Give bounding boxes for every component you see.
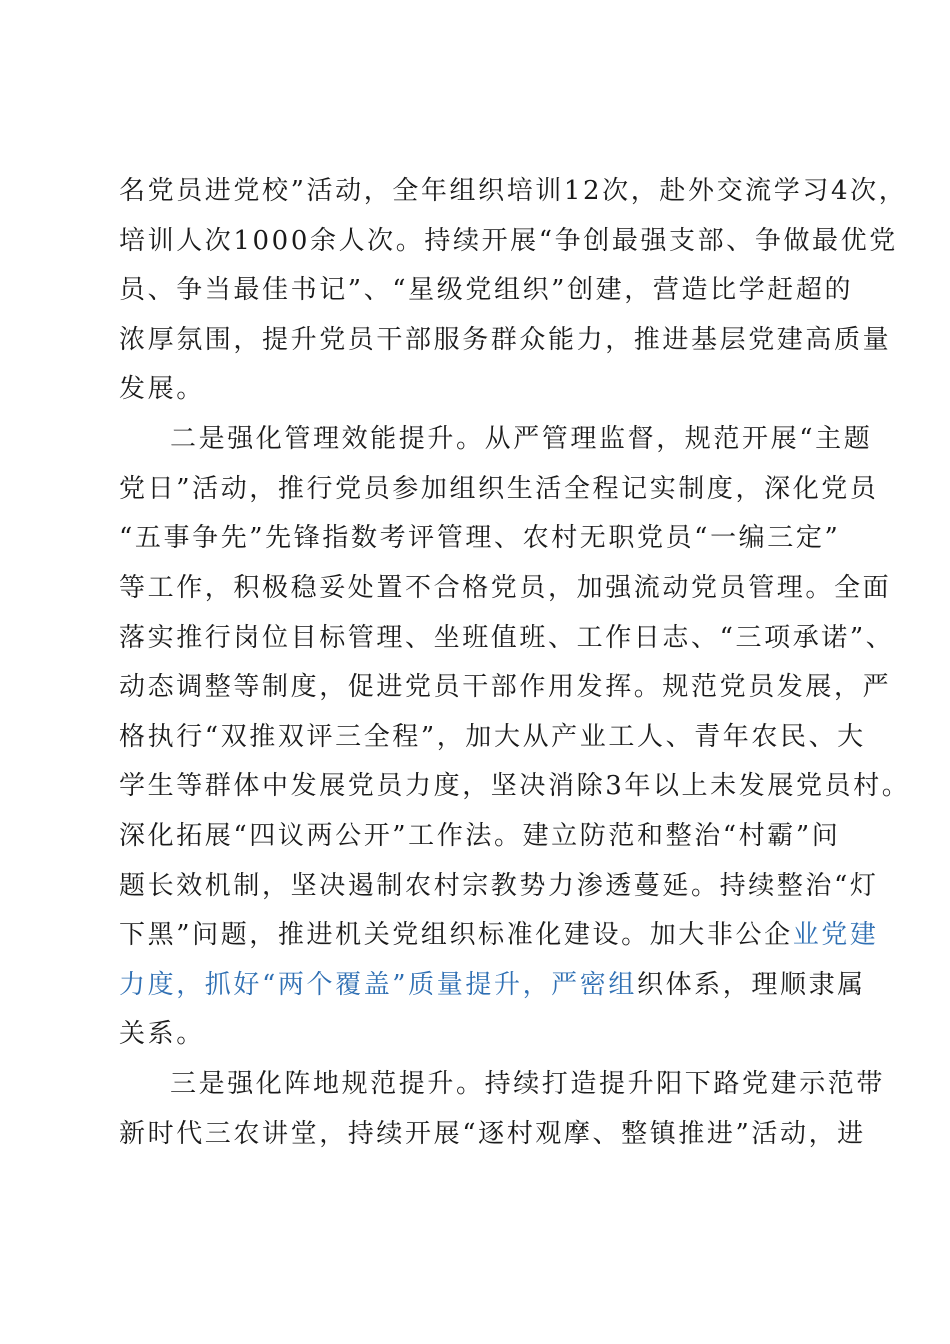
text-line-14: 深化拓展“四议两公开”工作法。建立防范和整治“村霸”问 — [119, 821, 841, 851]
text-line-4: 浓厚氛围，提升党员干部服务群众能力，推进基层党建高质量 — [119, 325, 892, 355]
text-line-2: 培训人次1000余人次。持续开展“争创最强支部、争做最优党 — [119, 226, 898, 256]
text-line-15: 题长效机制，坚决遏制农村宗教势力渗透蔓延。持续整治“灯 — [119, 871, 879, 901]
text-line-5: 发展。 — [119, 374, 205, 404]
text-line-16-plain: 下黑”问题，推进机关党组织标准化建设。加大非公企 — [119, 920, 793, 950]
text-line-16-highlight: 业党建 — [792, 920, 879, 950]
text-line-17-plain: 织体系，理顺隶属 — [636, 970, 866, 1000]
text-line-20: 新时代三农讲堂，持续开展“逐村观摩、整镇推进”活动，进 — [119, 1119, 866, 1149]
text-line-8: “五事争先”先锋指数考评管理、农村无职党员“一编三定” — [119, 523, 841, 553]
paragraph-3-first-line: 三是强化阵地规范提升。持续打造提升阳下路党建示范带 — [170, 1069, 886, 1099]
text-line-16 — [119, 919, 879, 951]
text-line-17 — [119, 969, 866, 1001]
text-line-1: 名党员进党校”活动，全年组织培训12次，赴外交流学习4次， — [119, 176, 908, 206]
text-line-13: 学生等群体中发展党员力度，坚决消除3年以上未发展党员村。 — [119, 771, 911, 801]
text-line-3: 员、争当最佳书记”、“星级党组织”创建，营造比学赶超的 — [119, 275, 854, 305]
text-line-7: 党日”活动，推行党员参加组织生活全程记实制度，深化党员 — [119, 474, 879, 504]
text-line-12: 格执行“双推双评三全程”，加大从产业工人、青年农民、大 — [119, 722, 866, 752]
text-line-10: 落实推行岗位目标管理、坐班值班、工作日志、“三项承诺”、 — [119, 623, 895, 653]
text-line-9: 等工作，积极稳妥处置不合格党员，加强流动党员管理。全面 — [119, 573, 892, 603]
text-line-17-highlight: 力度，抓好“两个覆盖”质量提升，严密组 — [119, 970, 637, 1000]
text-line-11: 动态调整等制度，促进党员干部作用发挥。规范党员发展，严 — [119, 672, 892, 702]
paragraph-2-first-line: 二是强化管理效能提升。从严管理监督，规范开展“主题 — [170, 424, 873, 454]
text-line-18: 关系。 — [119, 1019, 205, 1049]
